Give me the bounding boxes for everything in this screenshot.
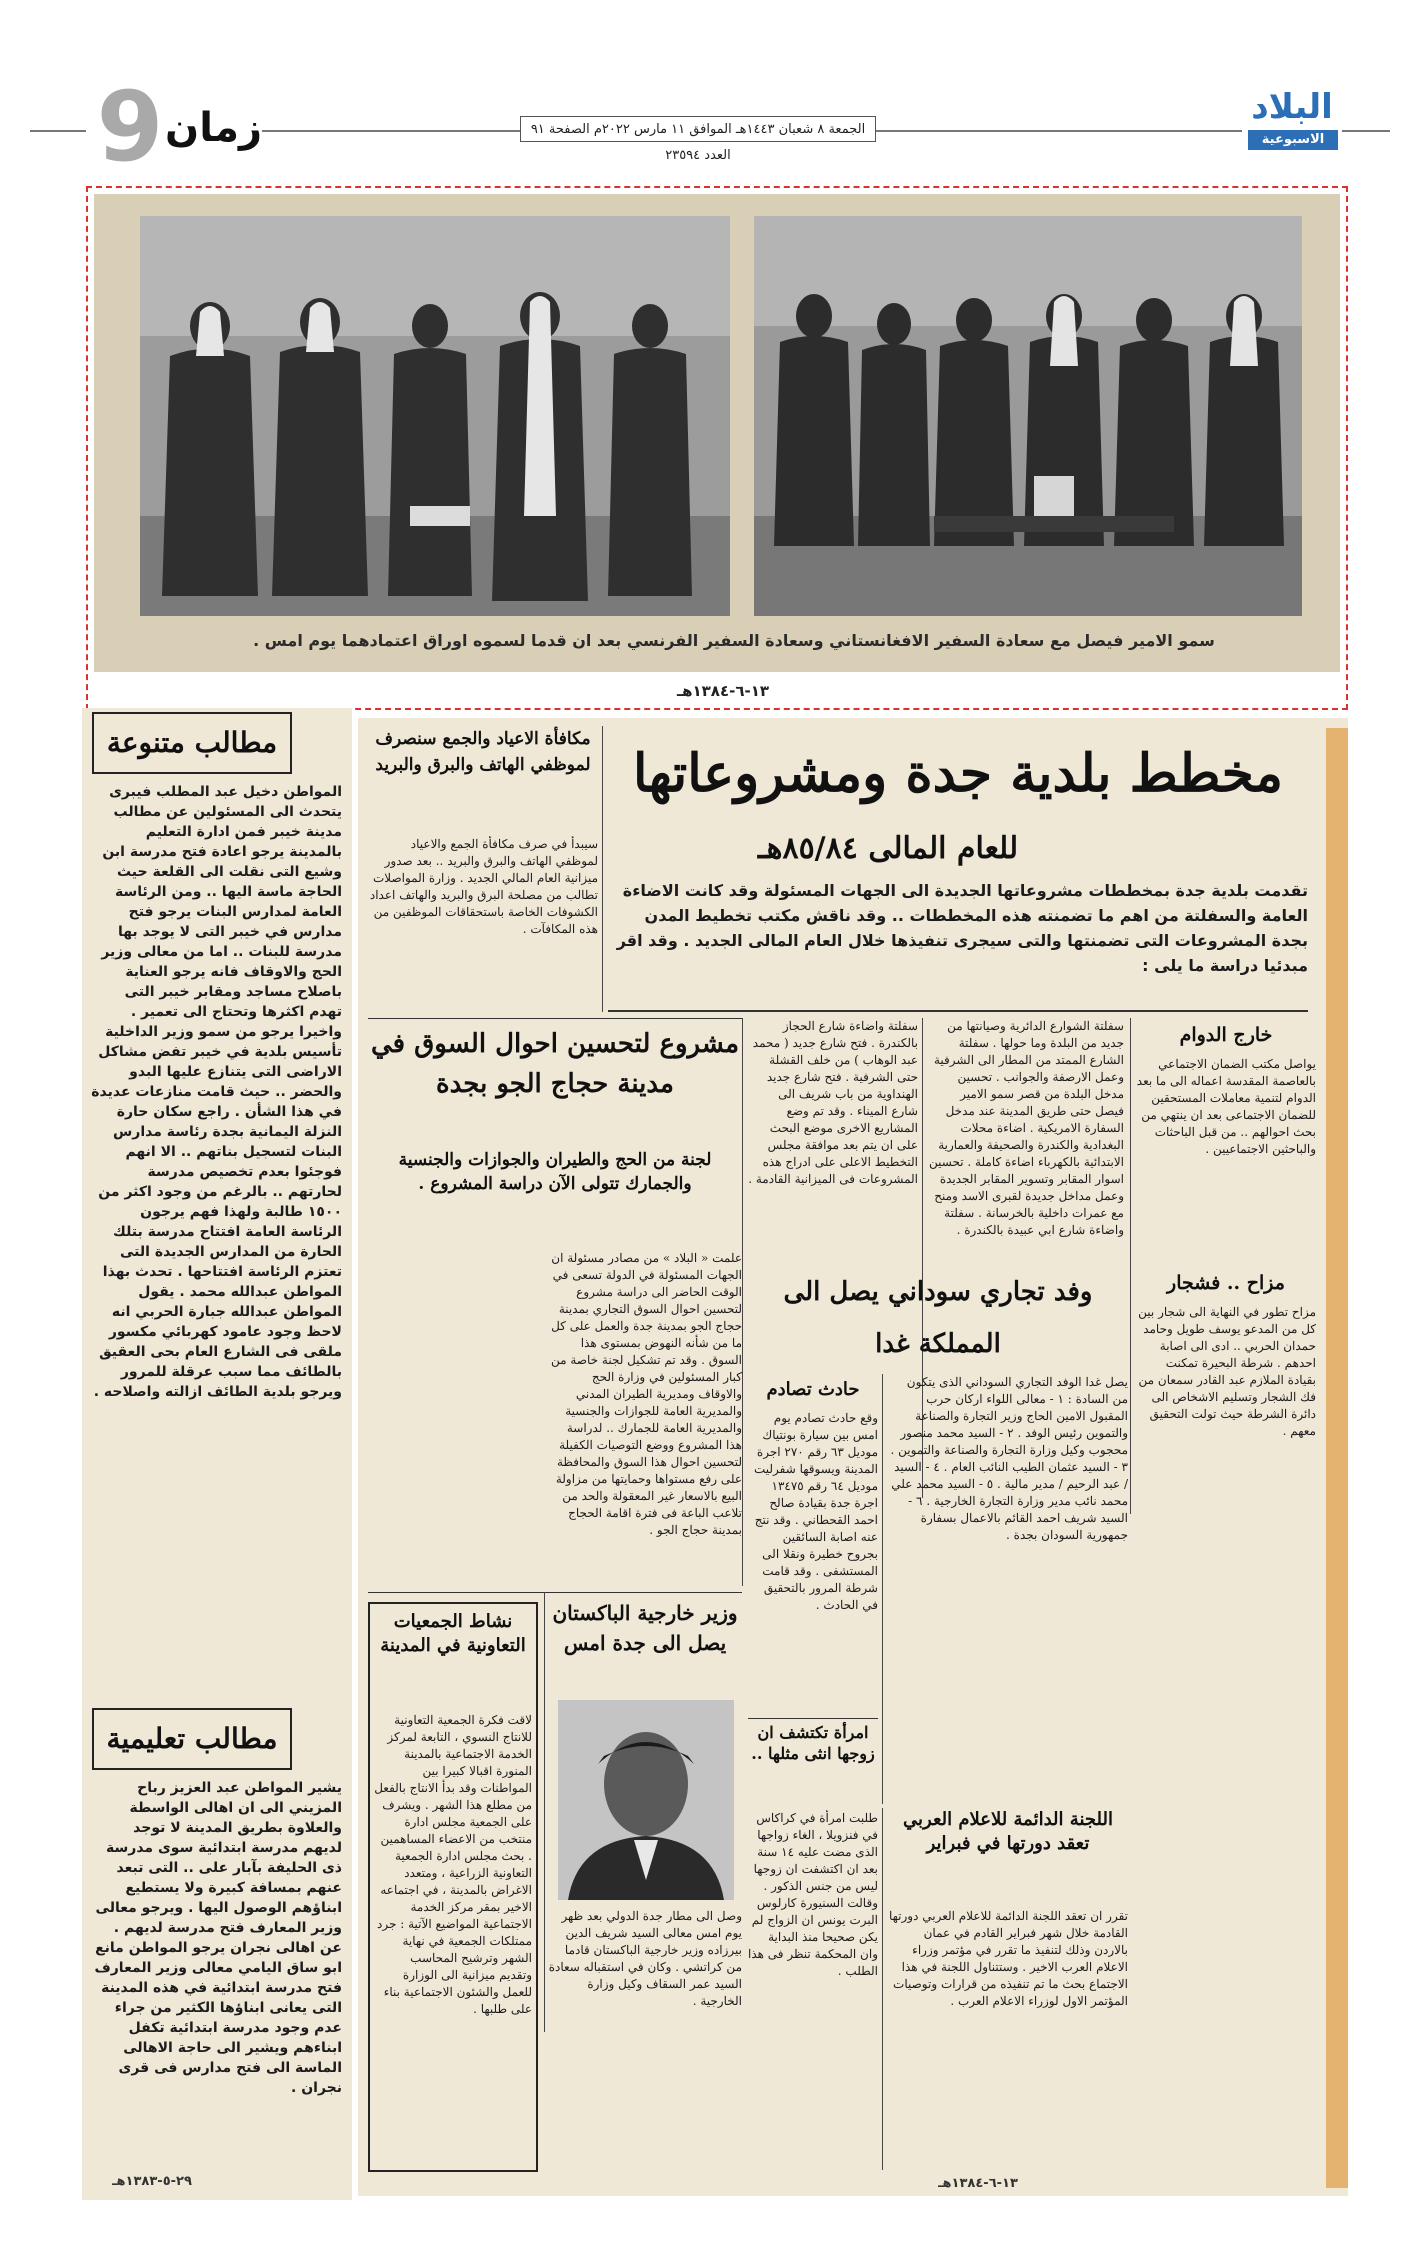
- wife-text: طلبت امرأة في كراكاس في فنزويلا ، الغاء زواجها الذى مضت عليه ١٤ سنة بعد ان اكتشفت ان زوجها ليس من جنس الذكور . وقالت السنيورة كارلوس البرت يونس ان الزواج لم يكن صحيحا منذ البداية وان المحكمة تنظر فى هذا الطلب .: [748, 1811, 878, 1978]
- mizah-headline: مزاح .. فشجار: [1167, 1272, 1285, 1294]
- coop-headline: نشاط الجمعيات التعاونية في المدينة: [380, 1611, 526, 1656]
- main-subheadline: للعام المالى ٨٥/٨٤هـ: [757, 831, 1019, 866]
- sudan-text: يصل غدا الوفد التجاري السوداني الذى يتكون من السادة : ١ - معالى اللواء اركان حرب المقبول الامين الحاج وزير التجارة والصناعة والتموين رئيس الوفد . ٢ - السيد محمد منصور محجوب وكيل وزارة التجارة والصناعة والتموين . ٣ - السيد عثمان الطيب النائب العام . ٤ - السيد / عبد الرحيم / مدير مالية . ٥ - السيد محمد علي محمد نائب مدير وزارة التجارة الخارجية . ٦ - السيد شريف احمد القائم بالاعمال بسفارة جمهورية السودان بجدة .: [890, 1375, 1128, 1542]
- mizah-text: مزاح تطور في النهاية الى شجار بين كل من المدعو يوسف طويل وحامد حمدان الحربي .. ادى الى اصابة احدهم . شرطة البحيرة تمكنت بقيادة الملازم عبد القادر سمعان من فك الشجار وتسليم الاشخاص الى دائرة الشرطة حيث تولت التحقيق معهم .: [1138, 1305, 1316, 1438]
- photo-prince-ambassadors-left: [140, 216, 730, 616]
- projects-list-2: سفلتة واضاءة شارع الحجاز بالكندرة . فتح شارع جديد ( محمد عبد الوهاب ) من خلف القشلة حتى الشرفية . فتح شارع جديد الهنداوية من باب شريف الى شارع الميناء . وقد تم وضع المشاريع الاخرى موضع البحث على ان يتم بعد موافقة مجلس التخطيط الاعلى على ادراج هذه المشروعات فى الميزانية القادمة .: [748, 1019, 918, 1186]
- column-divider: [544, 1592, 545, 2032]
- column-divider: [882, 1808, 883, 2170]
- group-photo-right: [754, 216, 1302, 616]
- market-subheadline: لجنة من الحج والطيران والجوازات والجنسية والجمارك تتولى الآن دراسة المشروع .: [398, 1150, 712, 1194]
- photo-section: [86, 186, 1348, 710]
- media-text: تقرر ان تعقد اللجنة الدائمة للاعلام العربي دورتها القادمة خلال شهر فبراير القادم في عمان بالاردن وذلك لتنفيذ ما تقرر في مؤتمر وزراء الاعلام العرب الاخير . وستتناول اللجنة في هذا الاجتماع بحث ما تم تنفيذه من قرارات وتوصيات المؤتمر الاول لوزراء الاعلام العرب .: [888, 1909, 1128, 2008]
- page-number: 9: [96, 71, 164, 183]
- kharij-headline: خارج الدوام: [1179, 1024, 1273, 1046]
- sudan-headline: وفد تجاري سوداني يصل الى المملكة غدا: [783, 1277, 1093, 1359]
- accident-headline: حادث تصادم: [766, 1379, 860, 1400]
- headline-divider: [608, 1010, 1308, 1012]
- column-divider: [1130, 1018, 1131, 1514]
- main-date-stamp: ١٣-٦-١٣٨٤هـ: [938, 2176, 1018, 2191]
- pakistan-photo-caption: وصل الى مطار جدة الدولي بعد ظهر يوم امس معالى السيد شريف الدين بيرزاده وزير خارجية الباكستان قادما من كراتشي . وكان في استقباله سعادة السيد عمر السقاف وكيل وزارة الخارجية .: [548, 1909, 742, 2008]
- market-text: علمت « البلاد » من مصادر مسئولة ان الجهات المسئولة في الدولة تسعى في الوقت الحاضر الى دراسة مشروع لتحسين احوال السوق التجاري بمدينة حجاج الجو بمدينة جدة والعمل على كل ما من شأنه النهوض بمستوى هذا السوق . وقد تم تشكيل لجنة خاصة من كبار المسئولين في وزارة الحج والاوقاف ومديرية الطيران المدني والمديرية العامة للجوازات والجنسية والمديرية العامة للجمارك .. لدراسة هذا المشروع ووضع التوصيات الكفيلة لتحسين احوال هذا السوق والمحافظة على رفع مستواها وحمايتها من مزاولة البيع بالاسعار غير المعقولة والحد من تلاعب الباعة فى فترة اقامة الحجاج بمدينة حجاج الجو .: [551, 1251, 742, 1537]
- portrait-photo: [558, 1700, 734, 1900]
- photo-caption: سمو الامير فيصل مع سعادة السفير الافغانستاني وسعادة السفير الفرنسي بعد ان قدما لسموه اوراق اعتمادهما يوم امس .: [253, 631, 1215, 650]
- photo-clipping: [94, 194, 1340, 672]
- logo-subtitle: الاسبوعية: [1248, 130, 1338, 150]
- photo-prince-ambassadors-right: [754, 216, 1302, 616]
- main-headline: مخطط بلدية جدة ومشروعاتها: [632, 743, 1284, 804]
- group-photo-left: [140, 216, 730, 616]
- bonus-headline: مكافأة الاعياد والجمع سنصرف لموظفي الهاتف والبرق والبريد: [375, 729, 591, 775]
- section-divider: [748, 1718, 878, 1719]
- column-divider: [882, 1374, 883, 1804]
- pakistan-headline: وزير خارجية الباكستان يصل الى جدة امس: [552, 1601, 738, 1655]
- accident-text: وقع حادث تصادم يوم امس بين سيارة بونتياك موديل ٦٣ رقم ٢٧٠ اجرة المدينة ويسوقها شفرليت موديل ٦٤ رقم ١٣٤٧٥ اجرة جدة بقيادة صالح احمد القحطاني . وقد نتج عنه اصابة السائقين بجروح خطيرة ونقلا الى المستشفى . وقد قامت شرطة المرور بالتحقيق في الحادث .: [753, 1411, 878, 1612]
- column-divider: [742, 1018, 743, 1586]
- header-rule: [876, 130, 1242, 132]
- newspaper-logo: [1242, 86, 1342, 152]
- bonus-text: سيبدأ في صرف مكافأة الجمع والاعياد لموظفي الهاتف والبرق والبريد .. بعد صدور ميزانية العام المالي الجديد . وزارة المواصلات تطالب من مصلحة البرق والبريد والهاتف اعداد الكشوفات الخاصة باستحقاقات الموظفين من هذه المكافآت .: [369, 837, 598, 936]
- main-clipping: [358, 718, 1348, 2196]
- left-column-clipping: [82, 708, 352, 2200]
- section-divider: [368, 1018, 742, 1019]
- column-divider: [602, 726, 603, 1012]
- kharij-text: يواصل مكتب الضمان الاجتماعي بالعاصمة المقدسة اعماله الى ما بعد الدوام لتنمية معاملات المستحقين للضمان الاجتماعى بعد ان ينتهي من بحث احوالهم .. من قبل الباحثات والباحثين الاجتماعيين .: [1136, 1057, 1316, 1156]
- market-headline: مشروع لتحسين احوال السوق في مدينة حجاج الجو بجدة: [370, 1029, 739, 1099]
- main-intro: تقدمت بلدية جدة بمخططات مشروعاتها الجديدة الى الجهات المسئولة وقد كانت الاضاءة العامة والسفلتة من اهم ما تضمنته هذه المخططات .. وقد ناقش مكتب تخطيط المدن بجدة المشروعات التى تضمنتها والتى سيجرى تنفيذها خلال العام المالى الجديد . وقد اقر مبدئيا دراسة ما يلى :: [616, 881, 1308, 975]
- coop-text: لاقت فكرة الجمعية التعاونية للانتاج النسوي ، التابعة لمركز الخدمة الاجتماعية بالمدينة المنورة اقبالا كبيرا بين المواطنات وقد بدأ الانتاج بالفعل من مطلع هذا الشهر . ويشرف على الجمعية مجلس ادارة منتخب من الاعضاء المساهمين . بحث مجلس ادارة الجمعية التعاونية الزراعية ، ومتعدد الاغراض بالمدينة ، في اجتماعه الاخير بمقر مركز الخدمة الاجتماعية المواضيع الآتية : جرد ممتلكات الجمعية في نهاية الشهر وترشيح المحاسب وتقديم ميزانية الى الوزارة للعمل والشئون الاجتماعية بناء على طلبها .: [374, 1713, 532, 2016]
- section-title: زمان: [165, 105, 262, 151]
- logo-title: البلاد: [1251, 87, 1333, 127]
- pakistan-minister-photo: [558, 1700, 734, 1900]
- issue-date-line: الجمعة ٨ شعبان ١٤٤٣هـ الموافق ١١ مارس ٢٠٢٢م الصفحة ٩١ العدد ٢٣٥٩٤: [520, 116, 876, 142]
- projects-list-1: سفلتة الشوارع الدائرية وصيانتها من جديد من البلدة وما حولها . سفلتة الشارع الممتد من المطار الى الشرفية وعمل الارصفة والجوانب . تحسين مدخل البلدة من قصر سمو الامير فيصل حتى طريق المدينة عند مدخل السفارة الامريكية . اضاءة محلات البغدادية والكندرة والصحيفة والعمارية الابتدائية بالكهرباء اضاءة كاملة . تحسين اسوار المقابر وتسوير المقابر الجديدة وعمل مداخل جديدة لقبرى الاسد ومنح مع عمرات داخلية بالخرسانة . سفلتة واضاءة شارع ابي عبيدة بالكندرة .: [929, 1019, 1124, 1237]
- media-headline: اللجنة الدائمة للاعلام العربي تعقد دورتها في فبراير: [903, 1809, 1113, 1854]
- section-title-education-demands: مطالب تعليمية: [106, 1722, 278, 1755]
- various-demands-text: المواطن دخيل عبد المطلب فيبرى يتحدث الى المسئولين عن مطالب مدينة خيبر فمن ادارة التعليم بالمدينة يرجو اعادة فتح مدرسة ابن وشيع التى نقلت الى القلعة حيث الحاجة ماسة اليها .. ومن الرئاسة العامة لمدارس البنات يرجو فتح مدارس في خيبر التى لا يوجد بها مدرسة للبنات .. اما من معالى وزير الحج والاوقاف فانه يرجو العناية باصلاح مساجد ومقابر خيبر التى تهدم اكثرها وتحتاج الى تعمير . واخيرا يرجو من سمو وزير الداخلية تأسيس بلدية في خيبر تفض مشاكل الاراضى التى يتنازع عليها البدو والحضر .. حيث قامت منازعات عديدة في هذا الشأن . راجع سكان حارة النزلة اليمانية بجدة رئاسة مدارس البنات لتسجيل بناتهم .. الا انهم فوجئوا بعدم تخصيص مدرسة لحارتهم .. بالرغم من وجود اكثر من ١٥٠٠ طالبة ولهذا فهم يرجون الرئاسة العامة افتتاح مدرسة بتلك الحارة من المدارس الجديدة التى تعتزم الرئاسة افتتاحها . تحدث بهذا المواطن عبدالله محمد . يقول المواطن عبدالله جبارة الحربي انه لاحظ وجود عامود كهربائي مكسور ملقى فى الشارع العام بحى العقيق بالطائف مما سبب عرقلة للمرور ويرجو بلدية الطائف ازالته واصلاحه .: [91, 784, 342, 1400]
- clipping-edge-right: [1326, 728, 1348, 2188]
- header-rule: [30, 130, 86, 132]
- section-title-various-demands: مطالب متنوعة: [106, 726, 278, 759]
- education-demands-text: يشير المواطن عبد العزيز رباح المزيني الى ان اهالى الواسطة والعلاوة بطريق المدينة لا توجد لديهم مدرسة ابتدائية سوى مدرسة ذى الحليفة بآبار على .. التى تبعد عنهم بمسافة كبيرة ولا يستطيع ابناؤهم الوصول اليها . ويرجو معالى وزير المعارف فتح مدرسة لديهم . عن اهالى نجران يرجو المواطن مانع ابو ساق اليامي معالى وزير المعارف فتح مدرسة ابتدائية في هذه المدينة التى يعانى ابناؤها الكثير من جراء عدم وجود مدرسة ابتدائية تكفل ابناءهم ويشير الى حاجة الاهالى الماسة الى فتح مدارس فى قرى نجران .: [94, 1780, 342, 2096]
- photo-date-stamp: ١٣-٦-١٣٨٤هـ: [676, 682, 770, 700]
- header-rule: [262, 130, 520, 132]
- wife-headline: امرأة تكتشف ان زوجها انثى مثلها ..: [751, 1723, 875, 1763]
- page-header: [0, 0, 1420, 200]
- left-column-date-stamp: ٢٩-٥-١٣٨٣هـ: [112, 2174, 192, 2189]
- header-rule: [1342, 130, 1390, 132]
- section-divider: [368, 1592, 742, 1593]
